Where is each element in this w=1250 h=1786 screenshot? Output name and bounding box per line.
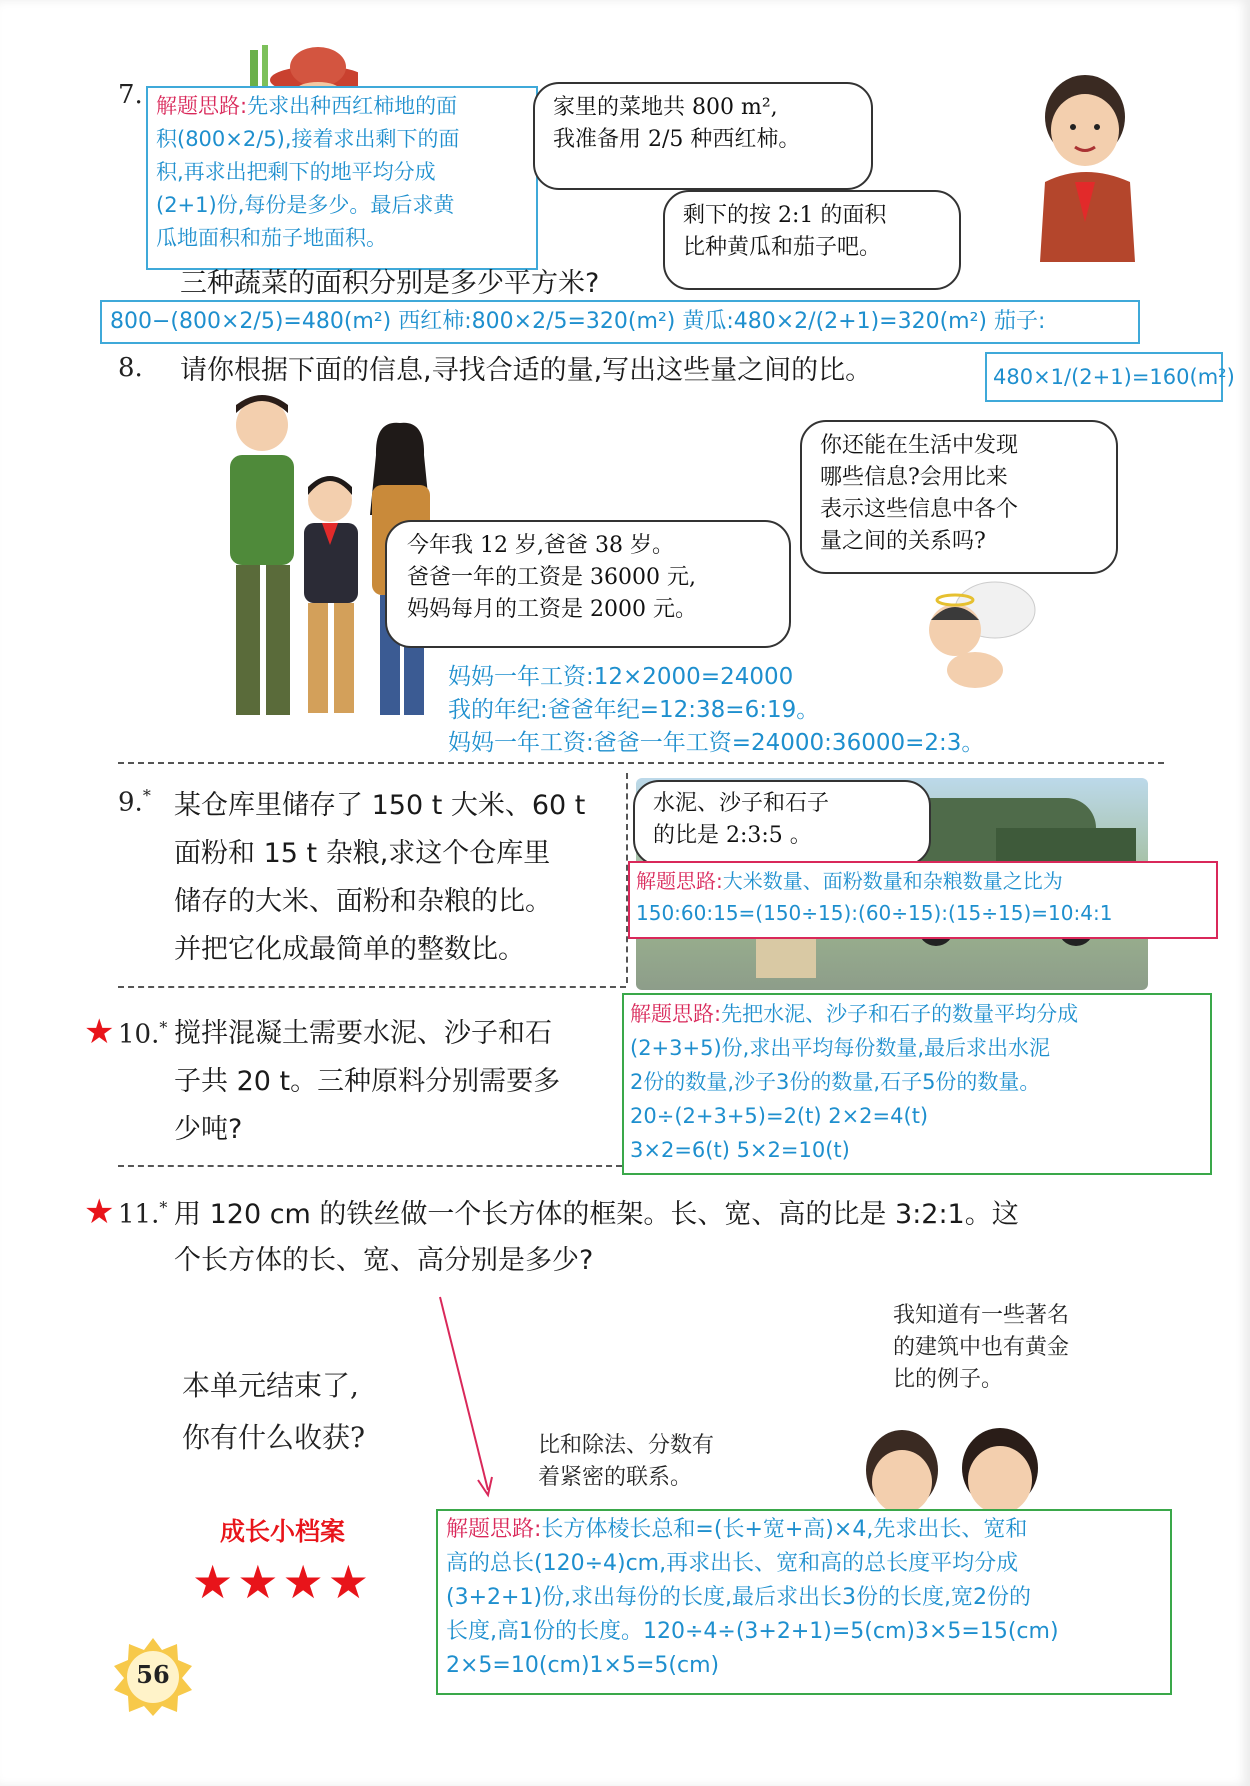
q11-hint-line: (3+2+1)份,求出每份的长度,最后求出长3份的长度,宽2份的: [446, 1585, 1031, 1610]
bubble-text: 你还能在生活中发现: [820, 433, 1019, 458]
q8-question: 请你根据下面的信息,寻找合适的量,写出这些量之间的比。: [180, 355, 873, 386]
q8-answer-line: 我的年纪:爸爸年纪=12:38=6:19。: [448, 697, 820, 723]
q10-line: 少吨?: [174, 1114, 243, 1145]
angel-illustration: [905, 570, 1045, 700]
q7-answer-tail-box: [985, 352, 1235, 402]
q9-question: [174, 782, 624, 974]
q10-hint-box: [622, 993, 1212, 1175]
note-line: 比和除法、分数有: [538, 1433, 715, 1458]
q10-hint-line: 先把水泥、沙子和石子的数量平均分成: [721, 1002, 1079, 1026]
q10-hint-line: (2+3+5)份,求出平均每份数量,最后求出水泥: [630, 1036, 1051, 1060]
q9-asterisk: *: [142, 786, 151, 805]
q7-hint-line: 积(800×2/5),接着求出剩下的面: [156, 127, 460, 151]
q11-star-icon: ★: [84, 1192, 115, 1232]
q10-line: 搅拌混凝土需要水泥、沙子和石: [174, 1018, 552, 1049]
q10-star-icon: ★: [84, 1012, 115, 1052]
q11-question: [174, 1192, 1174, 1284]
page-number: 56: [136, 1660, 170, 1689]
question-9-number: [118, 786, 151, 818]
bubble-text: 剩下的按 2:1 的面积: [683, 203, 887, 228]
unit-summary-prompt: [182, 1360, 365, 1464]
bubble-text: 我准备用 2/5 种西红柿。: [553, 127, 801, 152]
note-line: 比的例子。: [893, 1367, 1004, 1392]
q7-answer-tail: 480×1/(2+1)=160(m²): [993, 365, 1235, 389]
question-7-number: 7.: [118, 80, 143, 110]
q10-number: 10.: [118, 1019, 160, 1050]
bubble-text: 家里的菜地共 800 m²,: [553, 95, 778, 120]
bubble-text: 哪些信息?会用比来: [820, 465, 1008, 490]
note-golden-ratio: [893, 1300, 1069, 1396]
bubble-text: 量之间的关系吗?: [820, 529, 986, 554]
q10-line: 子共 20 t。三种原料分别需要多: [174, 1066, 561, 1097]
bubble-text: 表示这些信息中各个: [820, 497, 1019, 522]
q8-angel-speech-bubble: [800, 420, 1118, 574]
q7-speech-bubble-remaining: [663, 190, 961, 290]
q11-hint-box: [436, 1509, 1172, 1695]
bubble-text: 水泥、沙子和石子: [653, 791, 830, 816]
q7-hint-box: [146, 86, 538, 270]
q7-speech-bubble-land: [533, 82, 873, 190]
q11-hint-line: 长度,高1份的长度。120÷4÷(3+2+1)=5(cm)3×5=15(cm): [446, 1619, 1059, 1644]
q7-hint-line: (2+1)份,每份是多少。最后求黄: [156, 193, 455, 217]
q9-line: 某仓库里储存了 150 t 大米、60 t: [174, 790, 586, 821]
q9-line: 储存的大米、面粉和杂粮的比。: [174, 886, 552, 917]
q7-hint-line: 瓜地面积和茄子地面积。: [156, 226, 387, 250]
summary-line: 本单元结束了,: [182, 1369, 359, 1402]
summary-line: 你有什么收获?: [182, 1421, 366, 1454]
bubble-text: 爸爸一年的工资是 36000 元,: [407, 565, 696, 590]
growth-archive-title: 成长小档案: [220, 1517, 346, 1546]
bubble-text: 比种黄瓜和茄子吧。: [683, 235, 882, 260]
boy-illustration: [1025, 72, 1155, 262]
q11-hint-line: 2×5=10(cm)1×5=5(cm): [446, 1653, 720, 1678]
q11-hint-title: 解题思路:: [446, 1517, 542, 1542]
q7-question: 三种蔬菜的面积分别是多少平方米?: [180, 268, 600, 299]
q10-question: [174, 1010, 624, 1154]
q7-answer-line: 800−(800×2/5)=480(m²) 西红柿:800×2/5=320(m²) 黄瓜:480×2/(2+1)=320(m²) 茄子:: [110, 309, 1046, 334]
note-line: 的建筑中也有黄金: [893, 1335, 1070, 1360]
q7-hint-line: 先求出种西红柿地的面: [247, 94, 458, 118]
q11-number: 11.: [118, 1199, 160, 1230]
bubble-text: 今年我 12 岁,爸爸 38 岁。: [407, 533, 674, 558]
bubble-text: 妈妈每月的工资是 2000 元。: [407, 597, 697, 622]
q11-hint-line: 高的总长(120÷4)cm,再求出长、宽和高的总长度平均分成: [446, 1551, 1019, 1576]
divider: [118, 1165, 622, 1167]
q10-hint-line: 2份的数量,沙子3份的数量,石子5份的数量。: [630, 1070, 1041, 1094]
q7-hint-title: 解题思路:: [156, 94, 248, 118]
q8-answer-line: 妈妈一年工资:12×2000=24000: [448, 664, 794, 690]
q9-hint-title: 解题思路:: [636, 869, 723, 893]
note-line: 我知道有一些著名: [893, 1303, 1070, 1328]
divider: [118, 986, 626, 988]
q7-answer-box: [100, 300, 1140, 344]
question-8-number: 8.: [118, 353, 143, 383]
divider: [118, 762, 1164, 764]
children-illustration: [850, 1420, 1070, 1520]
note-ratio-division: [538, 1430, 714, 1494]
note-line: 着紧密的联系。: [538, 1465, 693, 1490]
q11-line: 用 120 cm 的铁丝做一个长方体的框架。长、宽、高的比是 3:2:1。这: [174, 1199, 1019, 1230]
q9-hint-line: 150:60:15=(150÷15):(60÷15):(15÷15)=10:4:1: [636, 901, 1113, 925]
q9-line: 面粉和 15 t 杂粮,求这个仓库里: [174, 838, 551, 869]
q7-hint-line: 积,再求出把剩下的地平均分成: [156, 160, 436, 184]
question-10-number: [118, 1018, 167, 1050]
q10-hint-line: 3×2=6(t) 5×2=10(t): [630, 1138, 850, 1162]
q10-asterisk: *: [159, 1018, 168, 1037]
q11-hint-line: 长方体棱长总和=(长+宽+高)×4,先求出长、宽和: [541, 1517, 1028, 1542]
q8-family-speech-bubble: [385, 520, 791, 648]
q9-hint-box: [628, 861, 1218, 939]
q9-line: 并把它化成最简单的整数比。: [174, 934, 525, 965]
q9-number: 9.: [118, 787, 143, 818]
q10-hint-title: 解题思路:: [630, 1002, 722, 1026]
q11-asterisk: *: [159, 1198, 168, 1217]
q10-hint-line: 20÷(2+3+5)=2(t) 2×2=4(t): [630, 1104, 929, 1128]
rating-stars-icon: ★★★★: [192, 1555, 373, 1609]
q11-line: 个长方体的长、宽、高分别是多少?: [174, 1245, 594, 1276]
question-11-number: [118, 1198, 167, 1230]
q8-answer-line: 妈妈一年工资:爸爸一年工资=24000:36000=2:3。: [448, 730, 985, 756]
bubble-text: 的比是 2:3:5 。: [653, 823, 812, 848]
q9-speech-bubble: [633, 780, 931, 866]
q9-hint-line: 大米数量、面粉数量和杂粮数量之比为: [722, 869, 1063, 893]
arrow-icon: [430, 1295, 500, 1500]
